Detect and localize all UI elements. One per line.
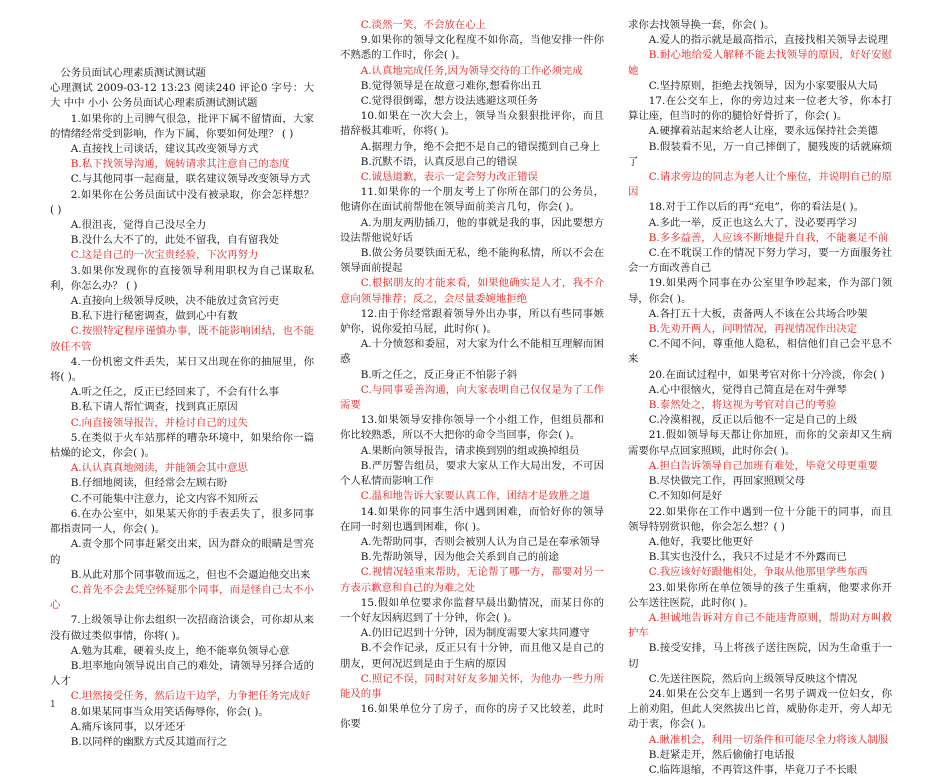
column-2 (340, 18, 604, 733)
answer-option: B.假装看不见，万一自己摔倒了，腿残废的话就麻烦了 (628, 140, 892, 168)
answer-option-highlighted: B.私下找领导沟通，婉转请求其注意自己的态度 (70, 158, 290, 171)
answer-option-highlighted: A.认真地完成任务,因为领导交待的工作必须完成 (360, 64, 583, 77)
document-meta: 心理测试 2009-03-12 13:23 阅读240 评论0 字号：大大 中中 小小 公务员面试心理素质测试测试题 (50, 82, 314, 110)
question-text: 10.如果在一次大会上，领导当众狠狠批评你，而且措辞极其难听，你将( )。 (340, 110, 604, 138)
column-1-body (50, 112, 314, 751)
answer-option: B.赶紧走开，然后偷偷打电话报 (648, 748, 795, 761)
answer-option: C.觉得很倒霉，想方设法逃避这项任务 (360, 95, 538, 108)
question-text: 1.如果你的上司脾气很急，批评下属不留情面，大家的情绪经常受到影响，作为下属，你要如何处理？ ( ) (50, 112, 314, 140)
answer-option: A.仍旧记迟到十分钟，因为制度需要大家共同遵守 (360, 627, 590, 640)
question-text: 8.如果某同事当众用笑话侮辱你，你会( )。 (70, 705, 269, 718)
answer-option: C.临阵退缩，不再管这件事，毕竟刀子不长眼 (648, 763, 858, 776)
answer-option: B.仔细地阅读，但经常会左顾右盼 (70, 477, 228, 490)
column-3-body (628, 18, 892, 778)
question-text: 9.如果你的领导文化程度不如你高，当他安排一件你不熟悉的工作时，你会( )。 (340, 34, 604, 62)
question-text: 16.如果单位分了房子，而你的房子又比较差，此时你要 (340, 703, 604, 731)
answer-option: B.私下进行秘密调查，做到心中有数 (70, 310, 238, 323)
answer-option: A.责令那个同事赶紧交出来，因为群众的眼睛是雪亮的 (50, 538, 314, 566)
answer-option-highlighted: C.这是自己的一次宝贵经验，下次再努力 (70, 249, 259, 262)
answer-option: A.很沮丧，觉得自己没尽全力 (70, 219, 207, 232)
text-line: 求你去找领导换一套，你会( )。 (628, 19, 775, 31)
answer-option: A.心中很恼火，觉得自己简直是在对牛弹琴 (648, 383, 847, 396)
answer-option-highlighted: C.与同事妥善沟通，向大家表明自己仅仅是为了工作需要 (340, 383, 604, 412)
answer-option: C.坚持原则，拒绝去找领导，因为小家要服从大局 (648, 79, 878, 92)
answer-option: B.不会作记录，反正只有十分钟，而且他又是自己的朋友，更何况迟到是由于生病的原因 (340, 642, 604, 670)
answer-option-highlighted: A.认认真真地阅读，并能领会其中意思 (70, 462, 248, 475)
answer-option-highlighted: C.请求旁边的同志为老人让个座位，并说明自己的原因 (628, 171, 892, 199)
answer-option: B.私下请人帮忙调查，找到真正原因 (70, 401, 238, 414)
question-text: 11.如果你的一个朋友考上了你所在部门的公务员，他请你在面试前帮他在领导面前美言几句，你会( )。 (340, 186, 604, 214)
answer-option: A.听之任之，反正已经回来了，不会有什么事 (70, 386, 280, 399)
answer-option: B.严厉警告组员，要求大家从工作大局出发，不可因个人私情而影响工作 (340, 459, 604, 488)
question-text: 17.在公交车上，你的旁边过来一位老大爷，你本打算让座，但当时的你的腿恰好骨折了，你会( )。 (628, 95, 892, 123)
answer-option-highlighted: C.淡然一笑，不会放在心上 (360, 19, 486, 31)
answer-option-highlighted: C.视情况轻重来帮助，无论帮了哪一方，都要对另一方表示歉意和自己的为难之处 (340, 566, 604, 594)
answer-option: A.硬撑着站起来给老人让座，要永远保持社会美德 (648, 125, 878, 138)
answer-option-highlighted: B.泰然处之，将这视为考官对自己的考验 (648, 399, 837, 412)
answer-option: C.不闻不问，尊重他人隐私，相信他们自己会平息不来 (628, 338, 892, 366)
question-text: 5.在类似于火车站那样的嘈杂环境中，如果给你一篇枯燥的论文，你会( )。 (50, 431, 314, 460)
answer-option: B.先帮助领导，因为他会关系到自己的前途 (360, 551, 559, 564)
question-text: 15.假如单位要求你监督早晨出勤情况，而某日你的一个好友因病迟到了十分钟，你会( )。 (340, 596, 604, 624)
answer-option: B.做公务员要铁面无私，绝不能徇私情，所以不会在领导面前提起 (340, 247, 604, 275)
answer-option-highlighted: C.我应该好好跟他相处，争取从他那里学些东西 (648, 566, 868, 579)
answer-option: A.先帮助同事，否则会被别人认为自己是在奉承领导 (360, 535, 601, 548)
answer-option: B.尽快做完工作，再回家照顾父母 (648, 475, 806, 488)
question-text: 4.一份机密文件丢失，某日又出现在你的抽屉里，你将( )。 (50, 355, 314, 384)
question-text: 18.对于工作以后的再“充电”，你的看法是( )。 (648, 201, 864, 214)
answer-option: A.为朋友两肋插刀，他的事就是我的事，因此要想方设法帮他说好话 (340, 216, 604, 244)
answer-option: A.爱人的指示就是最高指示，直接找相关领导去说理 (648, 34, 889, 47)
question-text: 6.在办公室中，如果某天你的手表丢失了，很多同事都指责同一人，你会( )。 (50, 507, 314, 536)
answer-option-highlighted: C.坦然接受任务，然后边干边学，力争把任务完成好 (70, 690, 311, 703)
question-text: 2.如果你在公务员面试中没有被录取，你会怎样想？ ( ) (50, 188, 314, 216)
answer-option: A.他好，我要比他更好 (648, 535, 754, 548)
answer-option-highlighted: A.瞅准机会，利用一切条件和可能尽全力将该人制服 (648, 733, 889, 746)
page-number: 1 (50, 700, 56, 710)
question-text: 12.由于你经常跟着领导外出办事，所以有些同事嫉妒你，说你爱拍马屁，此时你( )。 (340, 307, 604, 336)
question-text: 19.如果两个同事在办公室里争吵起来，作为部门领导，你会( )。 (628, 277, 892, 305)
answer-option: A.直接向上级领导反映，决不能放过贪官污吏 (70, 295, 280, 308)
question-text: 14.如果你的同事生活中遇到困难，而恰好你的领导在同一时刻也遇到困难，你( )。 (340, 505, 604, 533)
column-1 (50, 66, 314, 750)
answer-option-highlighted: A.担白告诉领导自己加班有难处，毕竟父母更重要 (648, 459, 878, 472)
answer-option-highlighted: C.温和地告诉大家要认真工作，团结才是致胜之道 (360, 490, 590, 503)
answer-option-highlighted: A.担诚地告诉对方自己不能违背原则，帮助对方叫救护车 (628, 611, 892, 640)
question-text: 3.如果你发现你的直接领导利用职权为自己谋取私利，你怎么办？ ( ) (50, 264, 314, 292)
question-text: 22.如果你在工作中遇到一位十分能干的同事，而且领导特别赏识他，你会怎么想？( ) (628, 505, 892, 533)
answer-option: A.直接找上司谈话，建议其改变领导方式 (70, 143, 259, 156)
answer-option: C.先送往医院，然后向上级领导反映这个情况 (648, 672, 858, 685)
answer-option: A.勉为其难，硬着头皮上，绝不能辜负领导心意 (70, 644, 290, 657)
answer-option: A.多此一举，反正也这么大了，没必要再学习 (648, 216, 858, 229)
answer-option-highlighted: C.根据朋友的才能来看，如果他确实是人才，我不介意向领导推荐；反之，会尽量委婉地拒绝 (340, 277, 604, 305)
answer-option-highlighted: C.向直接领导报告，并检讨自己的过失 (70, 416, 248, 429)
column-3 (628, 18, 892, 778)
answer-option-highlighted: C.首先不会去凭空怀疑那个同事，而是怪自己太不小心 (50, 583, 314, 612)
question-text: 21.假如领导每天都让你加班，而你的父亲却又生病需要你早点回家照顾，此时你会( )。 (628, 429, 892, 457)
answer-option: C.与其他同事一起商量，联名建议领导改变领导方式 (70, 173, 311, 186)
answer-option-highlighted: C.诚恳道歉，表示一定会努力改正错误 (360, 171, 538, 184)
question-text: 7.上级领导让你去组织一次招商洽谈会，可你却从来没有做过类似事情，你将( )。 (50, 614, 314, 642)
document-title: 公务员面试心理素质测试测试题 (60, 67, 206, 79)
column-2-body (340, 18, 604, 733)
answer-option: C.在不耽误工作的情况下努力学习，要一方面服务社会一方面改善自己 (628, 247, 892, 275)
question-text: 13.如果领导安排你领导一个小组工作，但组员都和你比较熟悉，所以不大把你的命令当回事，你会( )。 (340, 414, 604, 442)
answer-option: B.其实也没什么，我只不过是才不外露而已 (648, 551, 847, 564)
answer-option: B.以同样的幽默方式反其道而行之 (70, 735, 228, 748)
answer-option-highlighted: C.照记不误，同时对好友多加关怀，为他办一些力所能及的事 (340, 672, 604, 700)
answer-option: A.痛斥该同事，以牙还牙 (70, 720, 186, 733)
answer-option: B.坦率地向领导说出自己的难处，请领导另择合适的人才 (50, 659, 314, 688)
answer-option: B.从此对那个同事敬而远之，但也不会逼迫他交出来 (70, 568, 311, 581)
answer-option: B.觉得领导是在故意刁难你,想看你出丑 (360, 79, 542, 92)
question-text: 24.如果在公交车上遇到一名男子调戏一位妇女，你上前劝阻，但此人突然拔出匕首，威胁你走开，旁人却无动于衷，你会( )。 (628, 687, 892, 731)
answer-option: A.各打五十大板，责备两人不该在公共场合吵架 (648, 307, 868, 320)
answer-option: A.十分愤怒和委屈，对大家为什么不能相互理解而困惑 (340, 338, 604, 366)
question-text: 20.在面试过程中，如果考官对你十分冷淡，你会( ) (648, 368, 885, 381)
answer-option-highlighted: B.耐心地给爱人解释不能去找领导的原因，好好安慰她 (628, 49, 892, 77)
answer-option: B.没什么大不了的，此处不留我，自有留我处 (70, 234, 280, 247)
answer-option: A.据理力争，绝不会把不是自己的错误揽到自己身上 (360, 140, 601, 153)
answer-option: C.不知如何是好 (648, 490, 723, 503)
answer-option-highlighted: B.多多益善，人应该不断地提升自我，不能裹足不前 (648, 231, 889, 244)
answer-option-highlighted: C.按照特定程序谨慎办事，既不能影响团结，也不能放任不管 (50, 325, 314, 353)
answer-option: C.冷漠相视，反正以后他不一定是自己的上级 (648, 414, 858, 427)
answer-option: B.沉默不语，认真反思自己的错误 (360, 155, 518, 168)
answer-option: B.接受安排，马上将孩子送往医院，因为生命重于一切 (628, 642, 892, 670)
answer-option: A.果断向领导报告，请求换到别的组或换掉组员 (360, 444, 580, 457)
question-text: 23.如果你所在单位领导的孩子生重病，他要求你开公车送往医院，此时你( )。 (628, 581, 892, 609)
answer-option: C.不可能集中注意力，论文内容不知所云 (70, 492, 259, 505)
answer-option: B.听之任之，反正身正不怕影子斜 (360, 368, 518, 381)
answer-option-highlighted: B.先劝开两人，问明情况，再视情况作出决定 (648, 323, 858, 336)
